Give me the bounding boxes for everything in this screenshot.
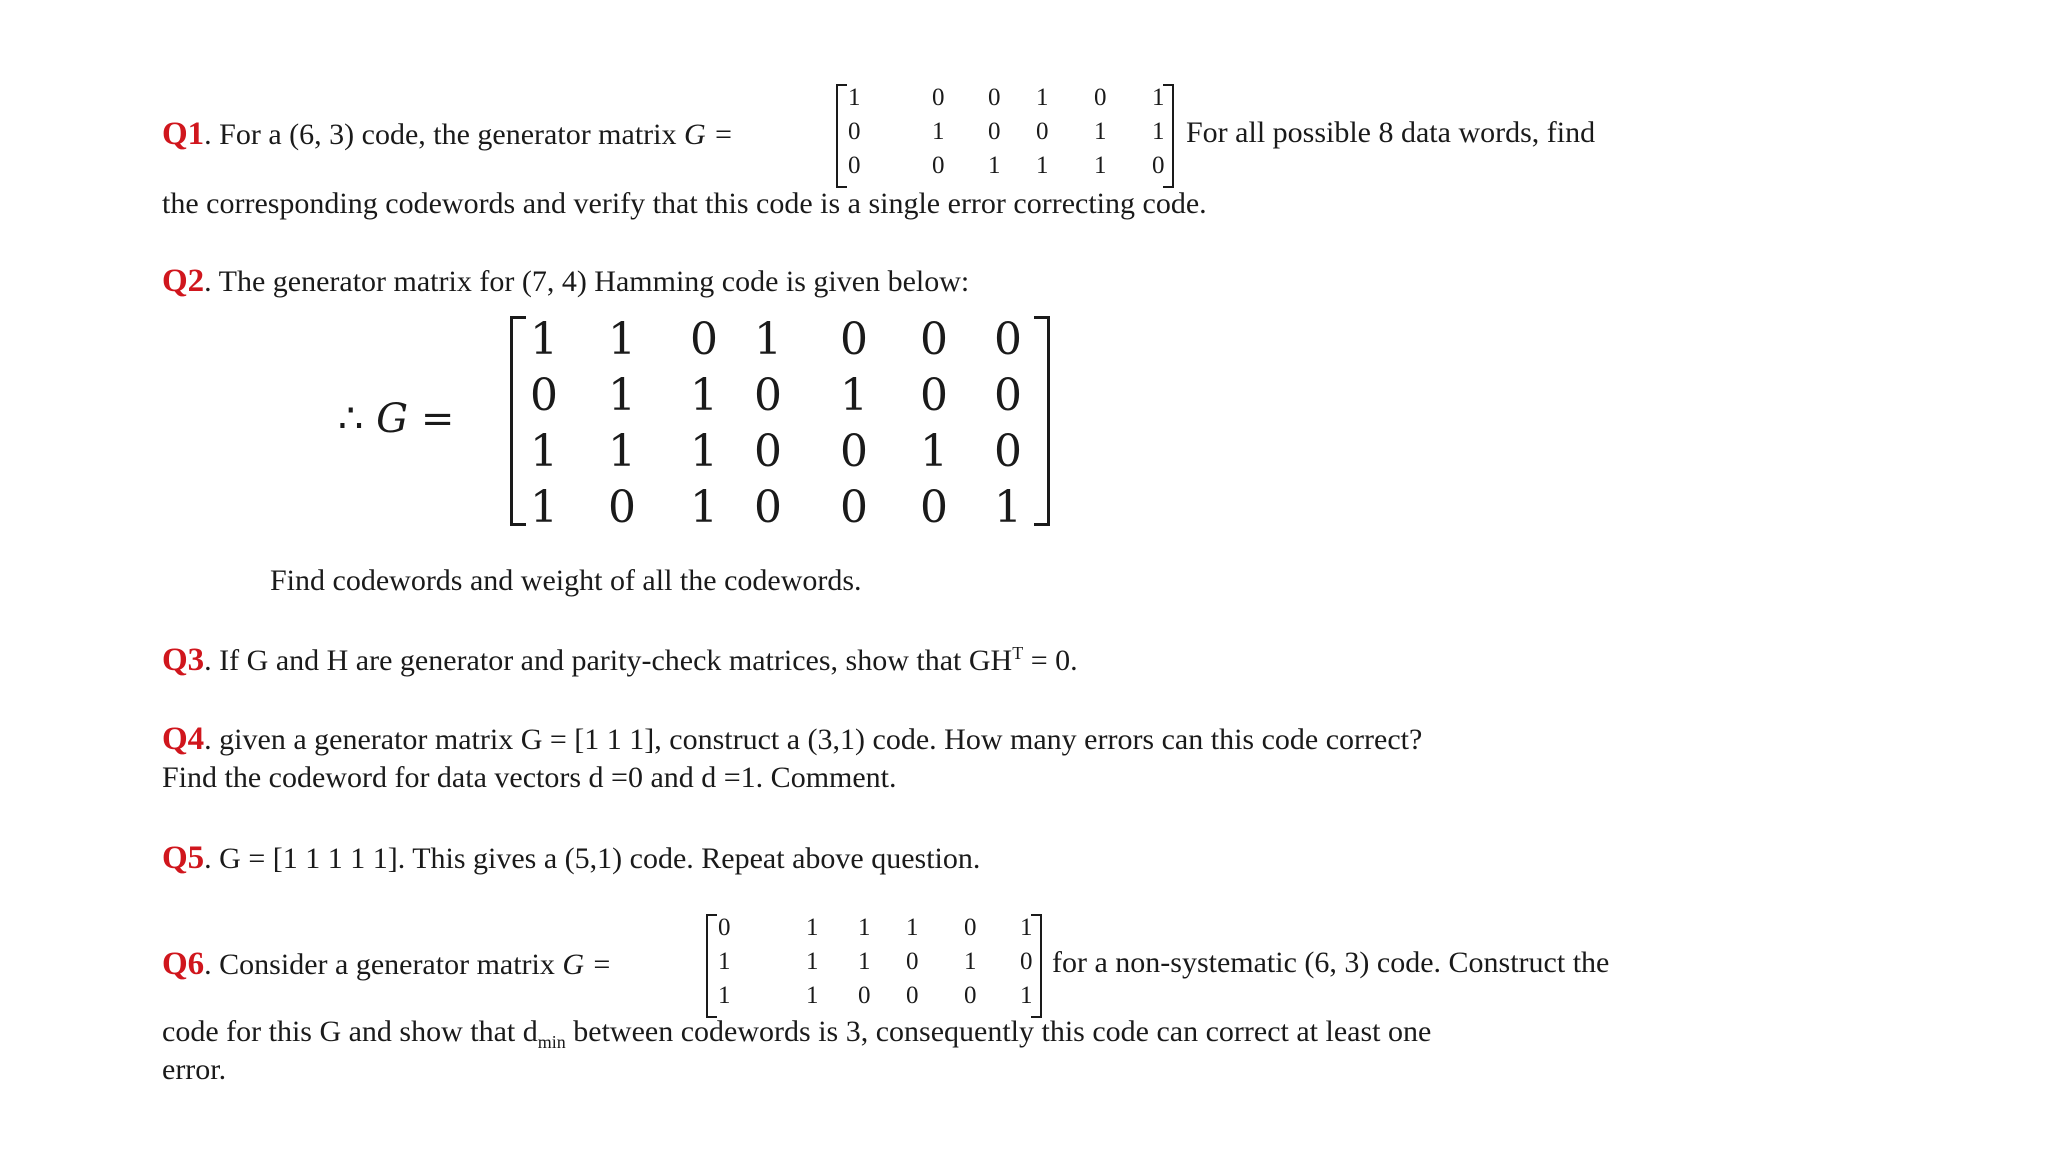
matrix-cell: 0 — [1152, 152, 1165, 179]
matrix-cell: 0 — [920, 482, 948, 533]
q6-number: Q6 — [162, 946, 205, 982]
matrix-cell: 0 — [994, 370, 1022, 421]
matrix-cell: 0 — [920, 370, 948, 421]
matrix-row — [706, 982, 1042, 1016]
therefore-symbol: ∴ — [338, 396, 364, 442]
matrix-cell: 1 — [848, 84, 861, 111]
q2-g-equals: G = — [376, 396, 455, 442]
matrix-cell: 1 — [988, 152, 1001, 179]
matrix-cell: 1 — [1036, 84, 1049, 111]
matrix-cell: 1 — [994, 482, 1022, 533]
matrix-cell: 0 — [718, 914, 731, 941]
matrix-cell: 0 — [1036, 118, 1049, 145]
matrix-cell: 0 — [964, 914, 977, 941]
matrix-cell: 1 — [964, 948, 977, 975]
matrix-row — [836, 152, 1174, 186]
q2-g-label — [338, 396, 454, 442]
matrix-cell: 1 — [530, 482, 558, 533]
matrix-cell: 0 — [906, 948, 919, 975]
matrix-cell: 0 — [690, 314, 718, 365]
matrix-cell: 1 — [858, 914, 871, 941]
matrix-cell: 1 — [858, 948, 871, 975]
q1-text-pre: . For a (6, 3) code, the generator matrix — [204, 118, 684, 151]
q2-find: Find codewords and weight of all the codewords. — [270, 564, 862, 597]
matrix-row — [510, 426, 1050, 486]
q1-text-post: For all possible 8 data words, find — [1186, 116, 1596, 149]
q2-text: . The generator matrix for (7, 4) Hamming code is given below: — [204, 265, 970, 298]
matrix-cell: 0 — [932, 152, 945, 179]
matrix-cell: 0 — [994, 426, 1022, 477]
q5-line — [162, 839, 980, 879]
matrix-cell: 0 — [840, 314, 868, 365]
matrix-cell: 0 — [906, 982, 919, 1009]
matrix-row — [706, 948, 1042, 982]
matrix-cell: 1 — [906, 914, 919, 941]
q3-superscript: T — [1012, 643, 1024, 663]
q6-line2 — [162, 1014, 1431, 1054]
matrix-cell: 0 — [932, 84, 945, 111]
q1-line2: the corresponding codewords and verify that this code is a single error correcting code. — [162, 187, 1207, 220]
q6-equation: G = — [562, 948, 612, 981]
matrix-cell: 1 — [1152, 84, 1165, 111]
q4-line2: Find the codeword for data vectors d =0 and d =1. Comment. — [162, 761, 897, 794]
matrix-cell: 1 — [1036, 152, 1049, 179]
matrix-row — [510, 314, 1050, 374]
q5-text: . G = [1 1 1 1 1]. This gives a (5,1) code. Repeat above question. — [204, 842, 981, 875]
matrix-cell: 1 — [806, 948, 819, 975]
matrix-cell: 1 — [806, 982, 819, 1009]
matrix-cell: 0 — [848, 118, 861, 145]
q3-text-pre: . If G and H are generator and parity-check matrices, show that GH — [204, 644, 1013, 677]
q6-line1 — [162, 945, 612, 985]
matrix-cell: 1 — [806, 914, 819, 941]
matrix-cell: 0 — [988, 118, 1001, 145]
q1-number: Q1 — [162, 116, 205, 152]
q2-generator-matrix — [510, 314, 1050, 533]
matrix-cell: 1 — [1094, 118, 1107, 145]
matrix-cell: 0 — [964, 982, 977, 1009]
matrix-cell: 1 — [718, 982, 731, 1009]
q3-text-post: = 0. — [1023, 644, 1078, 677]
matrix-cell: 1 — [754, 314, 782, 365]
matrix-cell: 1 — [690, 482, 718, 533]
matrix-cell: 1 — [1020, 982, 1033, 1009]
matrix-cell: 0 — [608, 482, 636, 533]
matrix-cell: 0 — [840, 426, 868, 477]
q5-number: Q5 — [162, 840, 205, 876]
q4-text: . given a generator matrix G = [1 1 1], construct a (3,1) code. How many errors can this code correct? — [204, 723, 1423, 756]
q3-number: Q3 — [162, 642, 205, 678]
matrix-cell: 1 — [1020, 914, 1033, 941]
matrix-cell: 0 — [994, 314, 1022, 365]
q6-text-post: for a non-systematic (6, 3) code. Construct the — [1052, 946, 1610, 979]
matrix-cell: 0 — [988, 84, 1001, 111]
q6-generator-matrix — [706, 914, 1042, 1018]
q1-equation: G = — [684, 118, 734, 151]
q1-generator-matrix — [836, 84, 1174, 188]
matrix-row — [510, 370, 1050, 430]
q3-line — [162, 641, 1078, 681]
matrix-cell: 0 — [530, 370, 558, 421]
matrix-cell: 0 — [858, 982, 871, 1009]
matrix-cell: 0 — [754, 426, 782, 477]
matrix-cell: 1 — [530, 426, 558, 477]
matrix-cell: 0 — [1094, 84, 1107, 111]
matrix-cell: 0 — [848, 152, 861, 179]
q2-line — [162, 262, 969, 302]
q4-number: Q4 — [162, 721, 205, 757]
matrix-cell: 1 — [718, 948, 731, 975]
q4-line1 — [162, 720, 1422, 760]
q6-text-pre: . Consider a generator matrix — [204, 948, 563, 981]
q6-line2-pre: code for this G and show that d — [162, 1015, 538, 1048]
matrix-cell: 1 — [608, 370, 636, 421]
matrix-cell: 1 — [530, 314, 558, 365]
matrix-row — [706, 914, 1042, 948]
matrix-cell: 1 — [608, 426, 636, 477]
matrix-cell: 1 — [1094, 152, 1107, 179]
matrix-cell: 1 — [1152, 118, 1165, 145]
q2-number: Q2 — [162, 263, 205, 299]
matrix-cell: 1 — [840, 370, 868, 421]
q6-dmin-subscript: min — [537, 1032, 566, 1052]
matrix-cell: 1 — [932, 118, 945, 145]
matrix-cell: 1 — [690, 426, 718, 477]
matrix-cell: 1 — [608, 314, 636, 365]
matrix-row — [836, 84, 1174, 118]
matrix-cell: 0 — [840, 482, 868, 533]
matrix-cell: 0 — [754, 370, 782, 421]
q6-line2-post: between codewords is 3, consequently this code can correct at least one — [565, 1015, 1432, 1048]
q6-line3: error. — [162, 1053, 227, 1086]
matrix-cell: 0 — [920, 314, 948, 365]
matrix-cell: 0 — [754, 482, 782, 533]
matrix-row — [510, 482, 1050, 542]
matrix-cell: 1 — [690, 370, 718, 421]
matrix-row — [836, 118, 1174, 152]
q1-line1 — [162, 115, 733, 155]
matrix-cell: 1 — [920, 426, 948, 477]
matrix-cell: 0 — [1020, 948, 1033, 975]
